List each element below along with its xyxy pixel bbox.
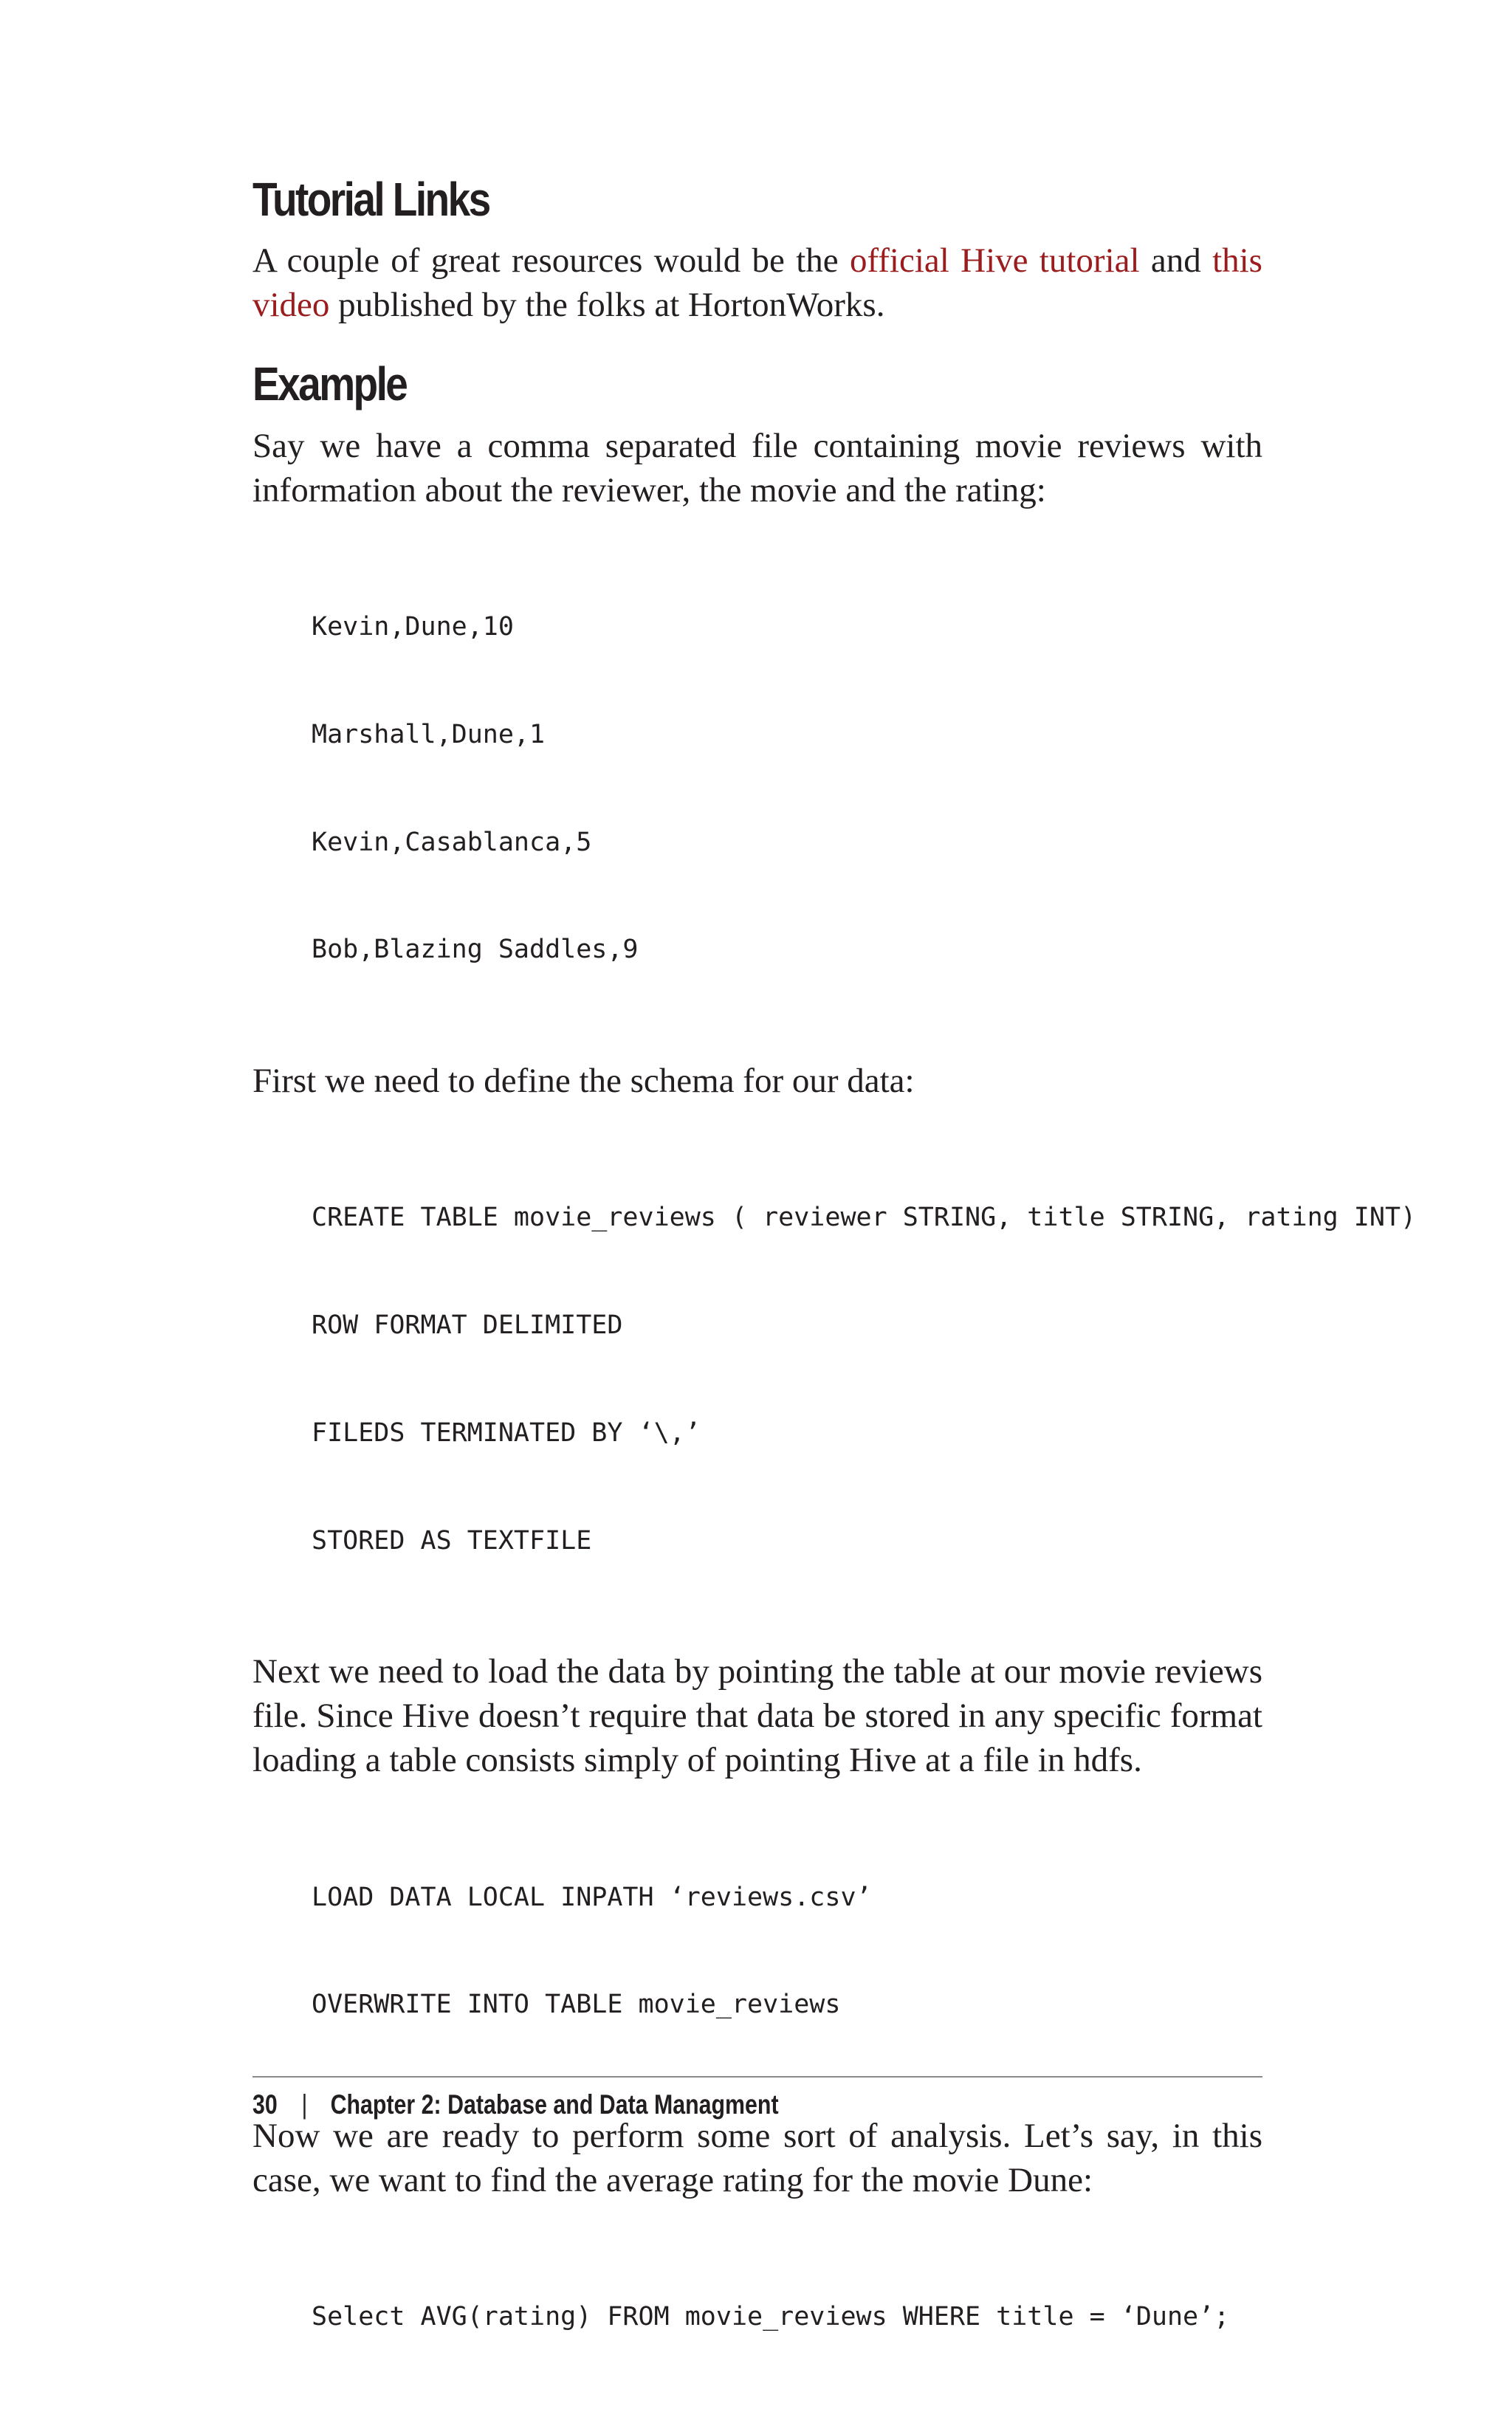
code-line: FILEDS TERMINATED BY ‘\,’ <box>312 1418 701 1448</box>
this-video-link[interactable]: this video <box>252 241 1262 325</box>
code-line: ROW FORMAT DELIMITED <box>312 1310 623 1341</box>
select-query-code-block <box>312 2227 1262 2407</box>
csv-data-code-block <box>312 537 1262 1040</box>
tutorial-text-3: published by the folks at HortonWorks. <box>329 286 885 325</box>
tutorial-links-paragraph <box>252 238 1262 327</box>
code-line: Select AVG(rating) FROM movie_reviews WHERE title = ‘Dune’; <box>312 2302 1230 2332</box>
code-line: Kevin,Dune,10 <box>312 611 514 642</box>
load-data-code-block <box>312 1807 1262 2095</box>
tutorial-text-1: A couple of great resources would be the <box>252 241 850 281</box>
create-table-code-block <box>312 1128 1417 1630</box>
code-line: Kevin,Casablanca,5 <box>312 827 592 857</box>
code-line: Marshall,Dune,1 <box>312 719 546 749</box>
official-hive-tutorial-link[interactable]: official Hive tutorial <box>849 241 1140 281</box>
code-line: LOAD DATA LOCAL INPATH ‘reviews.csv’ <box>312 1882 872 1912</box>
schema-intro-paragraph: First we need to define the schema for our data: <box>252 1062 915 1101</box>
code-line: STORED AS TEXTFILE <box>312 1525 592 1556</box>
footer-separator: | <box>301 2089 308 2120</box>
chapter-title: Chapter 2: Database and Data Managment <box>330 2089 779 2120</box>
code-line: Bob,Blazing Saddles,9 <box>312 935 639 965</box>
footer-row <box>252 2089 779 2120</box>
page-content <box>252 173 1417 2426</box>
example-heading: Example <box>252 357 407 411</box>
code-line: OVERWRITE INTO TABLE movie_reviews <box>312 1990 841 2020</box>
load-intro-paragraph: Next we need to load the data by pointing the table at our movie reviews file. Since Hive doesn’t require that data be stored in any specific format loading a table consists simply of pointing Hive at a file in hdfs. <box>252 1652 1262 1780</box>
tutorial-links-heading: Tutorial Links <box>252 173 489 226</box>
page-footer <box>252 2076 1262 2120</box>
analysis-intro-paragraph: Now we are ready to perform some sort of analysis. Let’s say, in this case, we want to find the average rating for the movie Dune: <box>252 2117 1262 2200</box>
code-line: CREATE TABLE movie_reviews ( reviewer STRING, title STRING, rating INT) <box>312 1203 1417 1233</box>
tutorial-text-2: and <box>1139 241 1213 281</box>
page-number: 30 <box>252 2089 278 2120</box>
example-intro-paragraph: Say we have a comma separated file containing movie reviews with information about the reviewer, the movie and the rating: <box>252 426 1262 509</box>
